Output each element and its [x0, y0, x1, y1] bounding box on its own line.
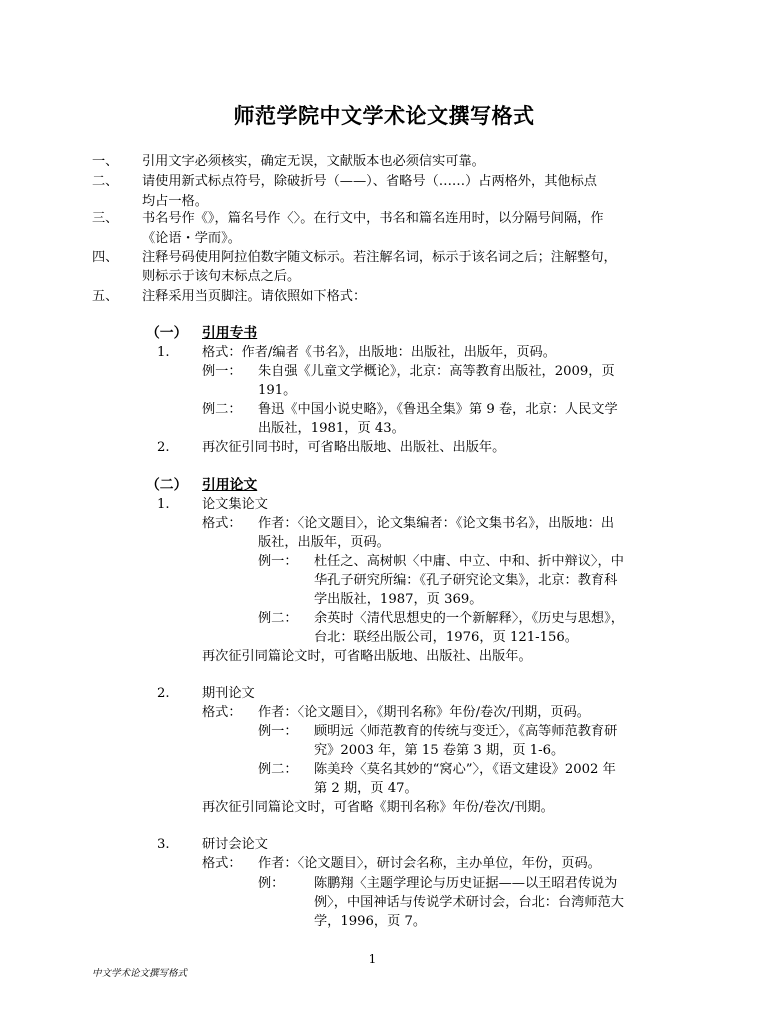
- example-label: 例一：: [202, 364, 242, 379]
- item-number: 2.: [157, 686, 170, 701]
- example-text: 学出版社，1987，页 369。: [314, 592, 483, 607]
- format-text: 作者：〈论文题目〉，论文集编者：《论文集书名》，出版地：出: [258, 516, 615, 531]
- item-text: 再次征引同书时，可省略出版地、出版社、出版年。: [202, 440, 506, 455]
- rule-text: 请使用新式标点符号，除破折号（——）、省略号（……）占两格外，其他标点: [142, 174, 597, 189]
- example-text: 陈美玲〈莫名其妙的“窝心”〉，《语文建设》2002 年: [314, 762, 616, 777]
- item-title: 期刊论文: [202, 686, 255, 701]
- rule-number: 五、: [92, 289, 119, 304]
- rule-text: 注释号码使用阿拉伯数字随文标示。若注解名词，标示于该名词之后；注解整句，: [142, 250, 617, 265]
- rule-number: 一、: [92, 154, 119, 169]
- rule-text: 引用文字必须核实，确定无误，文献版本也必须信实可靠。: [142, 154, 485, 169]
- example-text: 杜任之、高树帜〈中庸、中立、中和、折中辩议〉，中: [314, 554, 624, 569]
- format-line: 格式：作者/编者《书名》，出版地：出版社，出版年，页码。: [202, 345, 556, 360]
- example-label: 例一：: [258, 724, 298, 739]
- rule-number: 二、: [92, 174, 119, 189]
- example-text: 学，1996，页 7。: [314, 914, 427, 929]
- example-text: 鲁迅《中国小说史略》，《鲁迅全集》第 9 卷，北京：人民文学: [258, 402, 618, 417]
- example-text: 陈鹏翔〈主题学理论与历史证据——以王昭君传说为: [314, 876, 618, 891]
- item-title: 研讨会论文: [202, 837, 268, 852]
- example-text: 余英时〈清代思想史的一个新解释〉，《历史与思想》，: [314, 611, 624, 626]
- page-number: 1: [368, 952, 377, 966]
- example-label: 例二：: [258, 611, 298, 626]
- example-text: 例〉，中国神话与传说学术研讨会，台北：台湾师范大: [314, 895, 624, 910]
- section-number: （二）: [146, 477, 188, 493]
- rule-text: 均占一格。: [142, 194, 208, 209]
- rule-number: 三、: [92, 211, 119, 226]
- page-title: 师范学院中文学术论文撰写格式: [233, 104, 535, 128]
- again-note: 再次征引同篇论文时，可省略出版地、出版社、出版年。: [202, 649, 532, 664]
- section-number: （一）: [146, 325, 188, 341]
- example-text: 出版社，1981，页 43。: [258, 421, 405, 436]
- example-text: 究》2003 年，第 15 卷第 3 期，页 1-6。: [314, 743, 565, 758]
- format-label: 格式：: [202, 516, 242, 531]
- example-text: 191。: [258, 383, 297, 398]
- example-text: 顾明远〈师范教育的传统与变迁〉，《高等师范教育研: [314, 724, 618, 739]
- format-text: 版社，出版年，页码。: [258, 535, 390, 550]
- rule-text: 则标示于该句末标点之后。: [142, 269, 301, 284]
- section-heading: 引用专书: [202, 325, 258, 341]
- example-label: 例：: [258, 876, 285, 891]
- example-text: 朱自强《儿童文学概论》，北京：高等教育出版社，2009，页: [258, 364, 615, 379]
- item-number: 3.: [157, 837, 170, 852]
- example-text: 华孔子研究所编：《孔子研究论文集》，北京：教育科: [314, 573, 618, 588]
- section-heading: 引用论文: [202, 477, 258, 493]
- example-label: 例二：: [258, 762, 298, 777]
- rule-text: 《论语・学而》。: [142, 231, 241, 246]
- rule-text: 书名号作《》，篇名号作〈〉。在行文中，书名和篇名连用时，以分隔号间隔，作: [142, 211, 604, 226]
- item-number: 1.: [157, 345, 170, 360]
- format-label: 格式：: [202, 705, 242, 720]
- rule-number: 四、: [92, 250, 119, 265]
- item-number: 1.: [157, 497, 170, 512]
- format-text: 作者：〈论文题目〉，研讨会名称，主办单位，年份，页码。: [258, 856, 601, 871]
- page-footer: 中文学术论文撰写格式: [92, 968, 188, 979]
- format-text: 作者：〈论文题目〉，《期刊名称》年份/卷次/刊期，页码。: [258, 705, 590, 720]
- example-label: 例一：: [258, 554, 298, 569]
- again-note: 再次征引同篇论文时，可省略《期刊名称》年份/卷次/刊期。: [202, 800, 554, 815]
- rule-text: 注释采用当页脚注。请依照如下格式：: [142, 289, 367, 304]
- format-label: 格式：: [202, 856, 242, 871]
- example-text: 第 2 期，页 47。: [314, 781, 418, 796]
- example-text: 台北：联经出版公司，1976，页 121-156。: [314, 630, 578, 645]
- item-number: 2.: [157, 440, 170, 455]
- example-label: 例二：: [202, 402, 242, 417]
- item-title: 论文集论文: [202, 497, 268, 512]
